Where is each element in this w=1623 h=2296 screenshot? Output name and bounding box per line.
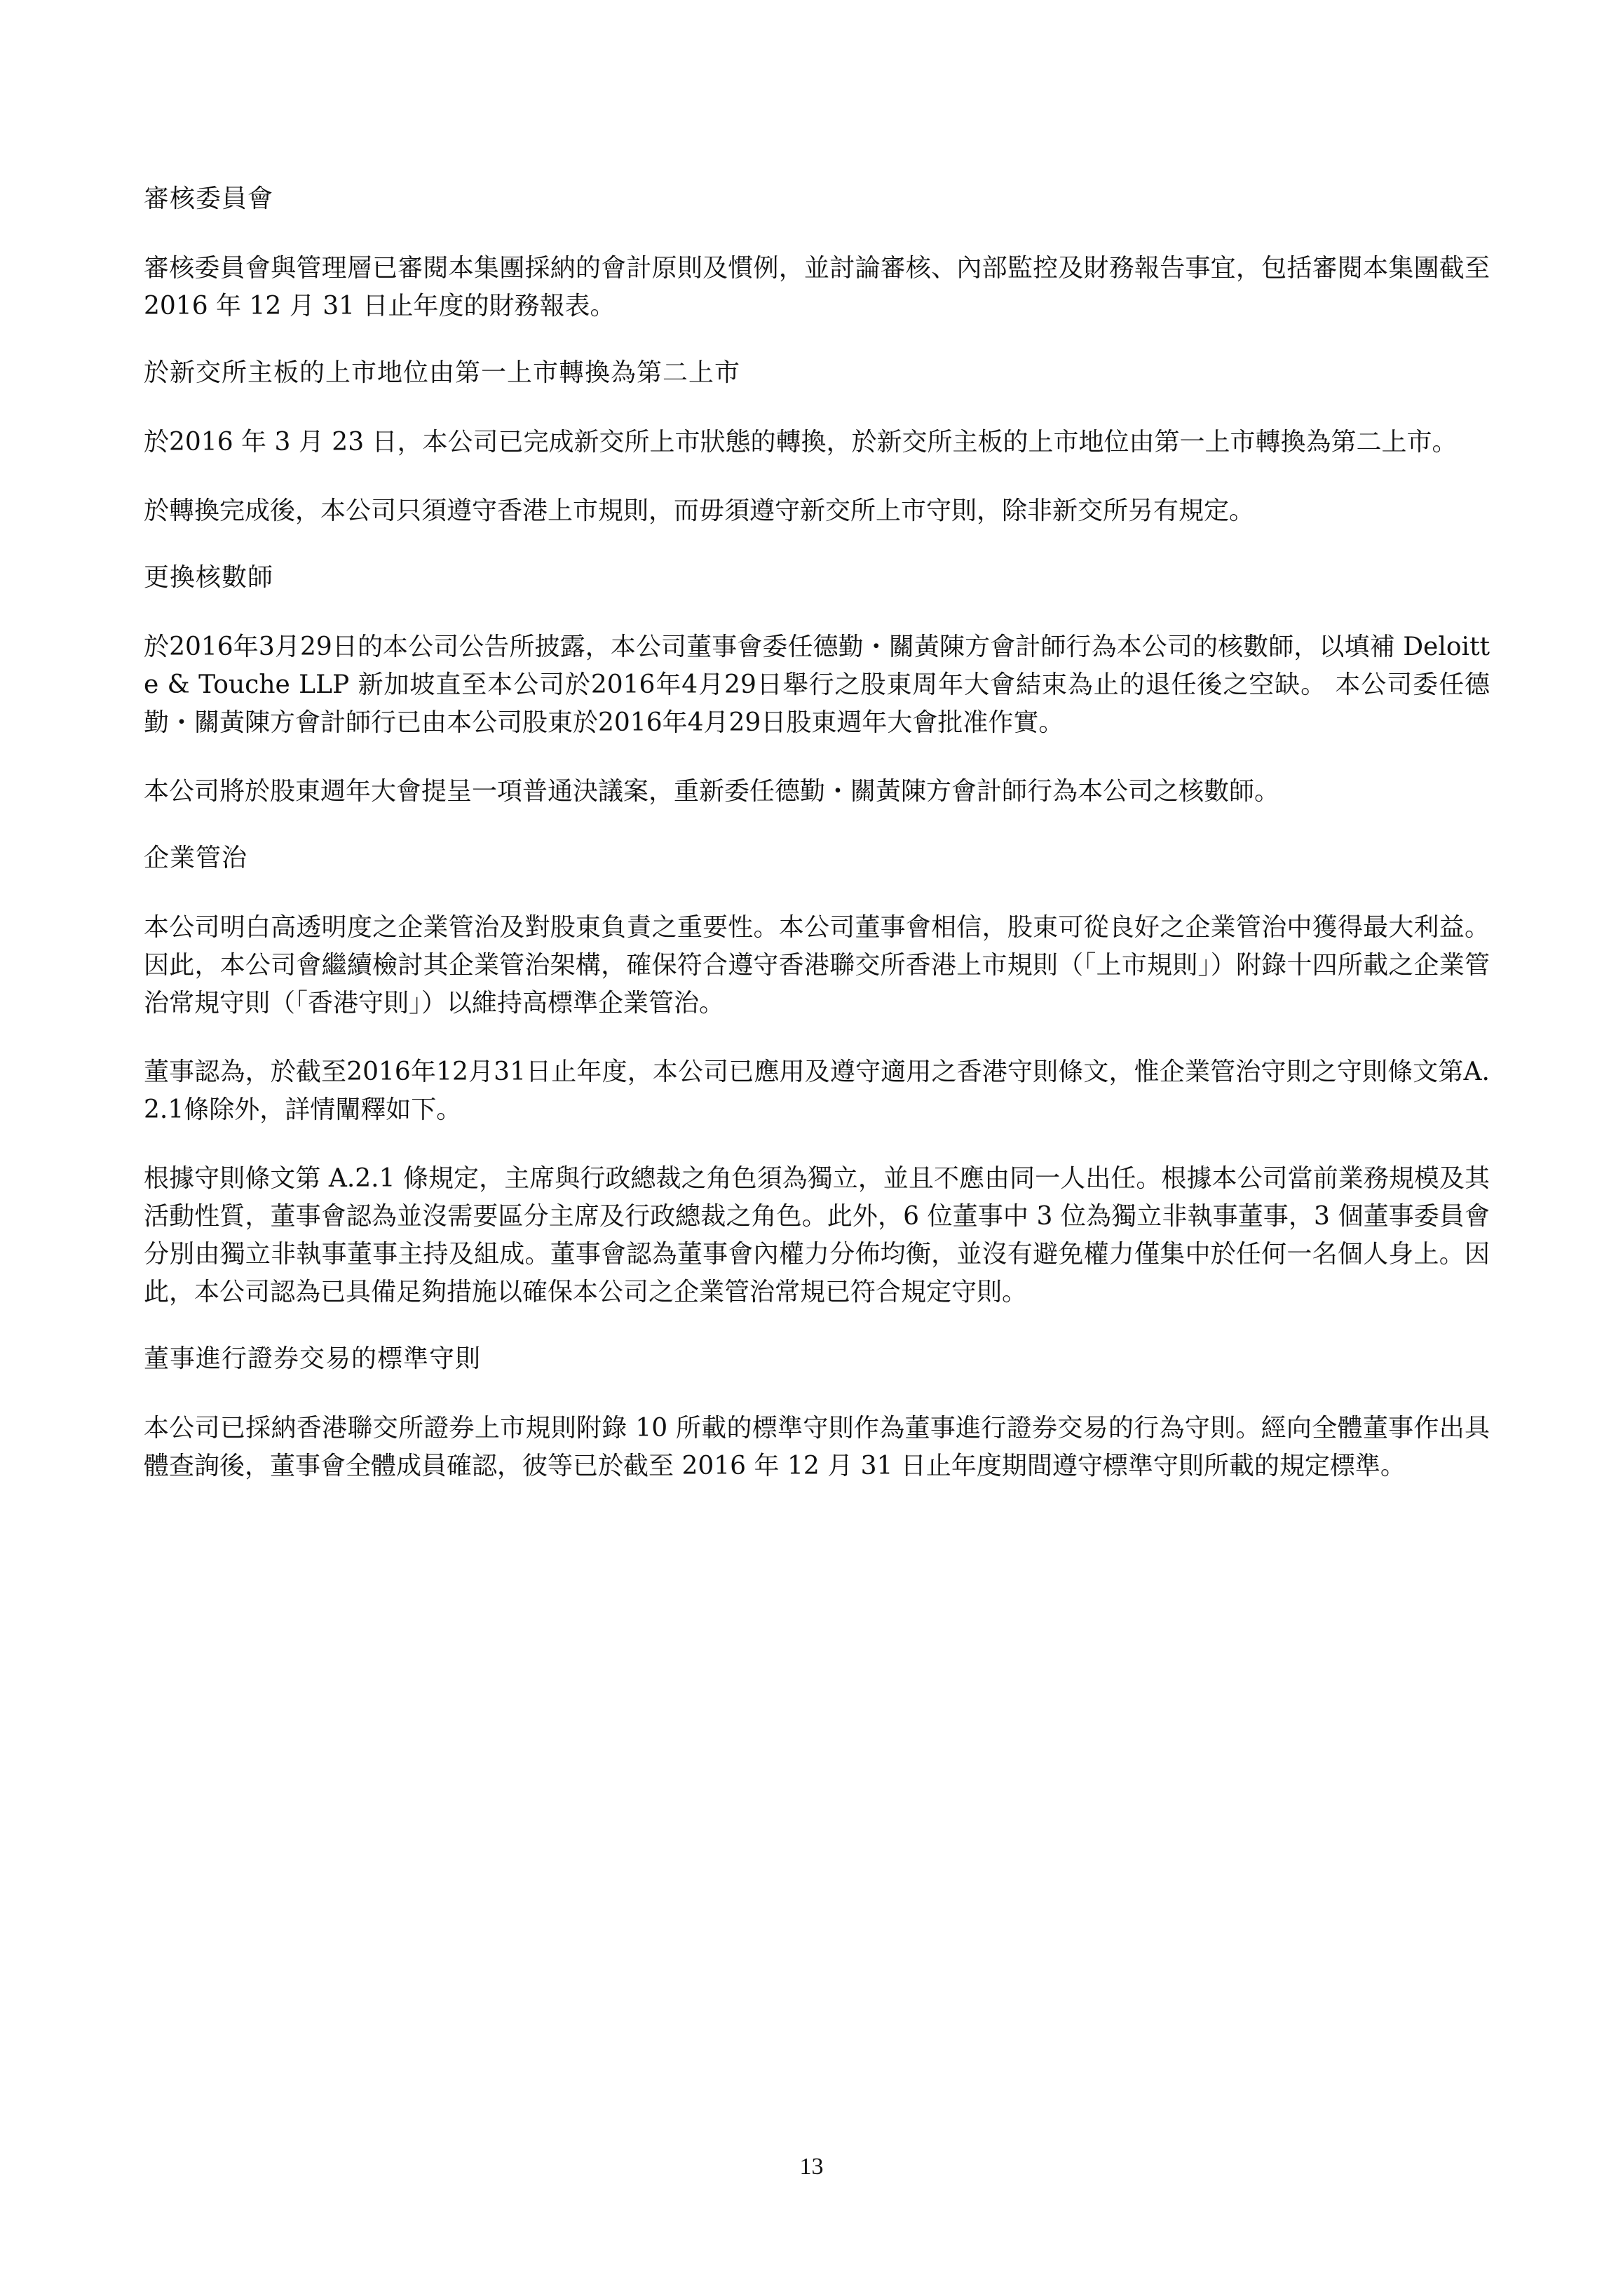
section-paragraph: 於2016 年 3 月 23 日，本公司已完成新交所上市狀態的轉換，於新交所主板的上市地位由第一上市轉換為第二上市。	[144, 428, 1458, 457]
section-paragraph: 本公司將於股東週年大會提呈一項普通決議案，重新委任德勤・關黃陳方會計師行為本公司之核數師。	[144, 777, 1280, 806]
section-paragraph: 審核委員會與管理層已審閱本集團採納的會計原則及慣例，並討論審核、內部監控及財務報告事宜，包括審閱本集團截至 2016 年 12 月 31 日止年度的財務報表。	[144, 254, 1490, 320]
section-paragraph: 於2016年3月29日的本公司公告所披露，本公司董事會委任德勤・關黃陳方會計師行為本公司的核數師，以填補 Deloitte & Touche LLP 新加坡直至本公司於2016年4月29日舉行之股東周年大會結束為止的退任後之空缺。 本公司委任德勤・關黃陳方會計師行已由本公司股東於2016年4月29日股東週年大會批准作實。	[144, 633, 1490, 737]
section-paragraph: 本公司明白高透明度之企業管治及對股東負責之重要性。本公司董事會相信，股東可從良好之企業管治中獲得最大利益。因此，本公司會繼續檢討其企業管治架構，確保符合遵守香港聯交所香港上市規則（「上市規則」）附錄十四所載之企業管治常規守則（「香港守則」）以維持高標準企業管治。	[144, 913, 1490, 1018]
section-paragraph: 董事認為，於截至2016年12月31日止年度，本公司已應用及遵守適用之香港守則條文，惟企業管治守則之守則條文第A.2.1條除外，詳情闡釋如下。	[144, 1058, 1490, 1124]
section-model-code	[144, 1342, 1490, 1485]
section-heading: 於新交所主板的上市地位由第一上市轉換為第二上市	[144, 358, 741, 387]
section-heading: 董事進行證券交易的標準守則	[144, 1344, 482, 1373]
section-heading: 審核委員會	[144, 184, 274, 213]
section-paragraph: 本公司已採納香港聯交所證券上市規則附錄 10 所載的標準守則作為董事進行證券交易的行為守則。經向全體董事作出具體查詢後，董事會全體成員確認，彼等已於截至 2016 年 12 月 31 日止年度期間遵守標準守則所載的規定標準。	[144, 1414, 1490, 1480]
section-audit-committee	[144, 182, 1490, 325]
document-body	[144, 182, 1490, 1516]
page-number: 13	[799, 2154, 824, 2180]
section-paragraph: 於轉換完成後，本公司只須遵守香港上市規則，而毋須遵守新交所上市守則，除非新交所另有規定。	[144, 497, 1255, 525]
section-paragraph: 根據守則條文第 A.2.1 條規定，主席與行政總裁之角色須為獨立，並且不應由同一人出任。根據本公司當前業務規模及其活動性質，董事會認為並沒需要區分主席及行政總裁之角色。此外，6 位董事中 3 位為獨立非執事董事，3 個董事委員會分別由獨立非執事董事主持及組成。董事會認為董事會內權力分佈均衡，並沒有避免權力僅集中於任何一名個人身上。因此，本公司認為已具備足夠措施以確保本公司之企業管治常規已符合規定守則。	[144, 1164, 1490, 1306]
section-corporate-governance	[144, 842, 1490, 1311]
section-auditor-change	[144, 561, 1490, 811]
section-heading: 企業管治	[144, 844, 248, 872]
section-listing-status	[144, 356, 1490, 530]
section-heading: 更換核數師	[144, 563, 274, 592]
